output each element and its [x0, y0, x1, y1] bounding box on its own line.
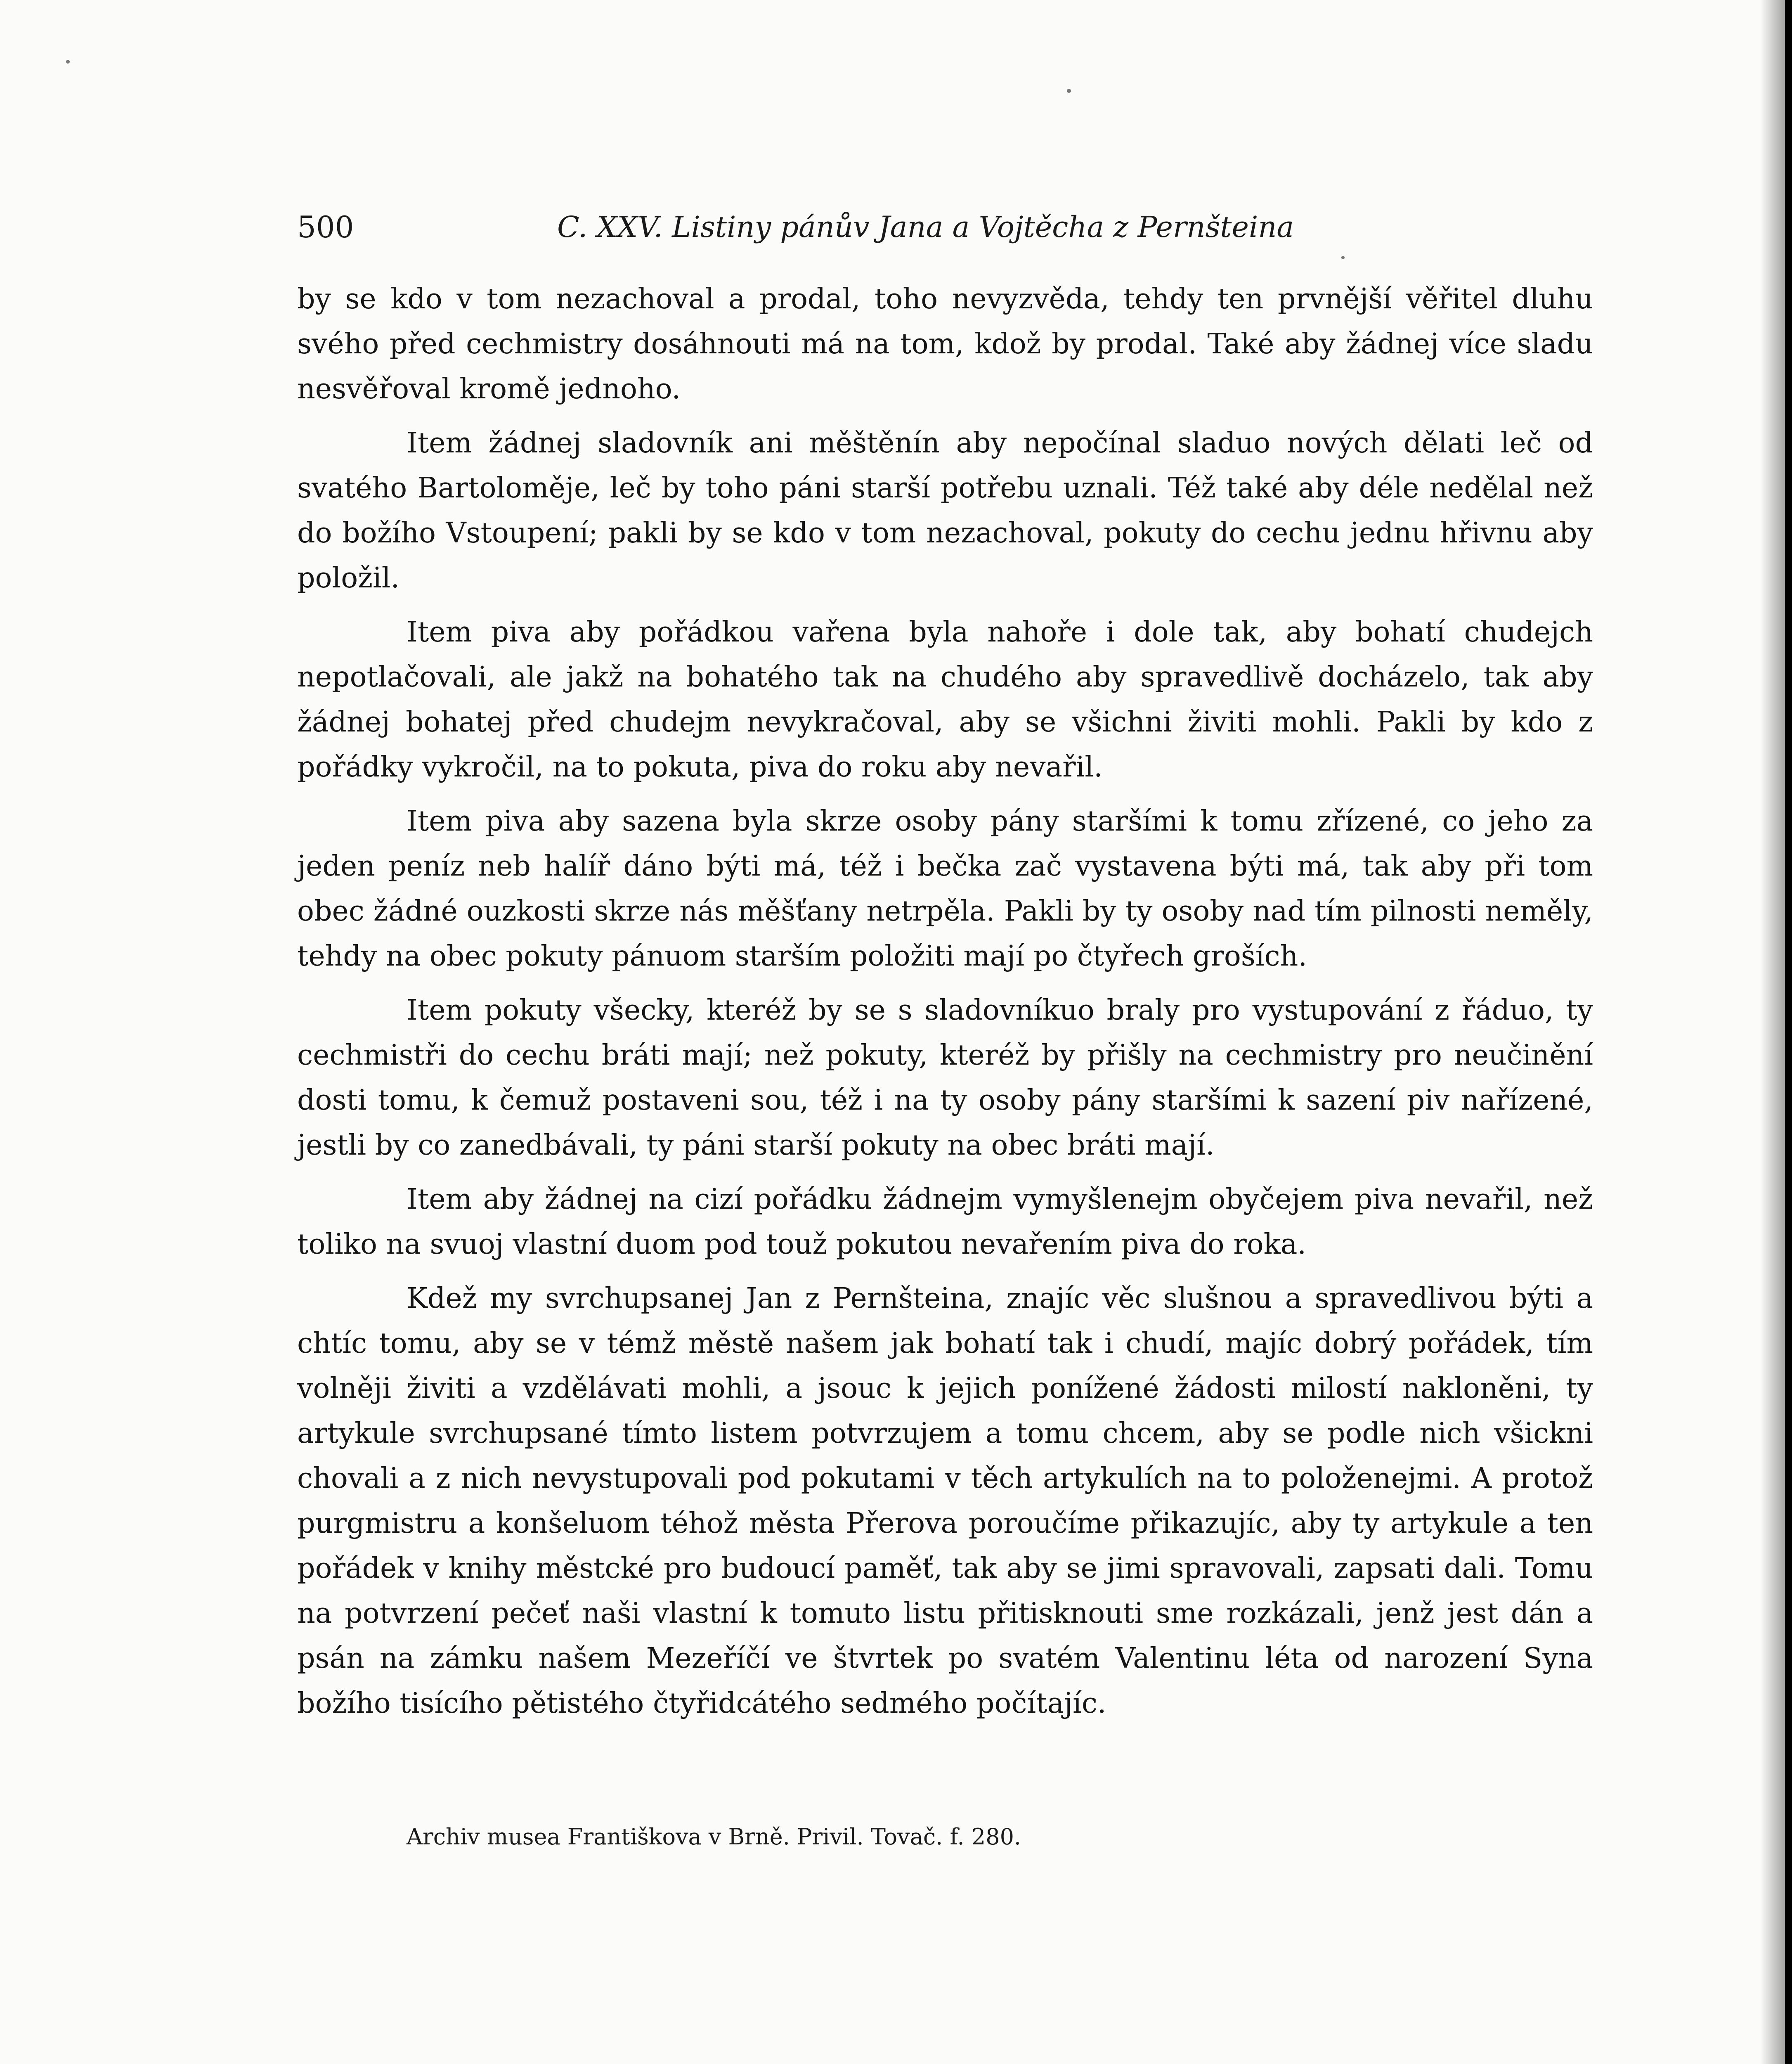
dust-speck — [1067, 89, 1071, 93]
paragraph: Item aby žádnej na cizí pořádku žádnejm vymyšlenejm obyčejem piva nevařil, než toliko na svuoj vlastní duom pod touž pokutou nevařením piva do roka. — [297, 1183, 1593, 1261]
running-title: C. XXV. Listiny pánův Jana a Vojtěcha z Pernšteina — [557, 210, 1294, 244]
dust-speck — [66, 60, 70, 64]
paragraph: Item pokuty všecky, kteréž by se s sladovníkuo braly pro vystupování z řáduo, ty cechmistři do cechu bráti mají; než pokuty, kteréž by přišly na cechmistry pro neučinění dosti tomu, k čemuž postaveni sou, též i na ty osoby pány staršími k sazení piv nařízené, jestli by co zanedbávali, ty páni starší pokuty na obec bráti mají. — [297, 994, 1593, 1162]
page-number: 500 — [297, 210, 354, 244]
dust-speck — [1341, 256, 1345, 259]
body-text — [297, 277, 1593, 1735]
page-edge-shadow — [1760, 0, 1785, 2064]
paragraph: Item piva aby sazena byla skrze osoby pány staršími k tomu zřízené, co jeho za jeden peníz neb halíř dáno býti má, též i bečka zač vystavena býti má, tak aby při tom obec žádné ouzkosti skrze nás měšťany netrpěla. Pakli by ty osoby nad tím pilnosti neměly, tehdy na obec pokuty pánuom starším položiti mají po čtyřech groších. — [297, 805, 1593, 973]
paragraph: Item žádnej sladovník ani měštěnín aby nepočínal sladuo nových dělati leč od svatého Bartoloměje, leč by toho páni starší potřebu uznali. Též také aby déle nedělal než do božího Vstoupení; pakli by se kdo v tom nezachoval, pokuty do cechu jednu hřivnu aby položil. — [297, 427, 1593, 594]
source-note: Archiv musea Františkova v Brně. Privil. Tovač. f. 280. — [407, 1824, 1021, 1850]
paragraph: by se kdo v tom nezachoval a prodal, toho nevyzvěda, tehdy ten prvnější věřitel dluhu svého před cechmistry dosáhnouti má na tom, kdož by prodal. Také aby žádnej více sladu nesvěřoval kromě jednoho. — [297, 283, 1593, 405]
paragraph: Item piva aby pořádkou vařena byla nahoře i dole tak, aby bohatí chudejch nepotlačovali, ale jakž na bohatého tak na chudého aby spravedlivě docházelo, tak aby žádnej bohatej před chudejm nevykračoval, aby se všichni živiti mohli. Pakli by kdo z pořádky vykročil, na to pokuta, piva do roku aby nevařil. — [297, 616, 1593, 783]
page-header — [297, 206, 1321, 256]
paragraph: Kdež my svrchupsanej Jan z Pernšteina, znajíc věc slušnou a spravedlivou býti a chtíc tomu, aby se v témž městě našem jak bohatí tak i chudí, majíc dobrý pořádek, tím volněji živiti a vzdělávati mohli, a jsouc k jejich ponížené žádosti milostí nakloněni, ty artykule svrchupsané tímto listem potvrzujem a tomu chcem, aby se podle nich všickni chovali a z nich nevystupovali pod pokutami v těch artykulích na to položenejmi. A protož purgmistru a konšeluom téhož města Přerova poroučíme přikazujíc, aby ty artykule a ten pořádek v knihy městcké pro budoucí paměť, tak aby se jimi spravovali, zapsati dali. Tomu na potvrzení pečeť naši vlastní k tomuto listu přitisknouti sme rozkázali, jenž jest dán a psán na zámku našem Mezeříčí ve štvrtek po svatém Valentinu léta od narození Syna božího tisícího pětistého čtyřidcátého sedmého počítajíc. — [297, 1282, 1593, 1720]
